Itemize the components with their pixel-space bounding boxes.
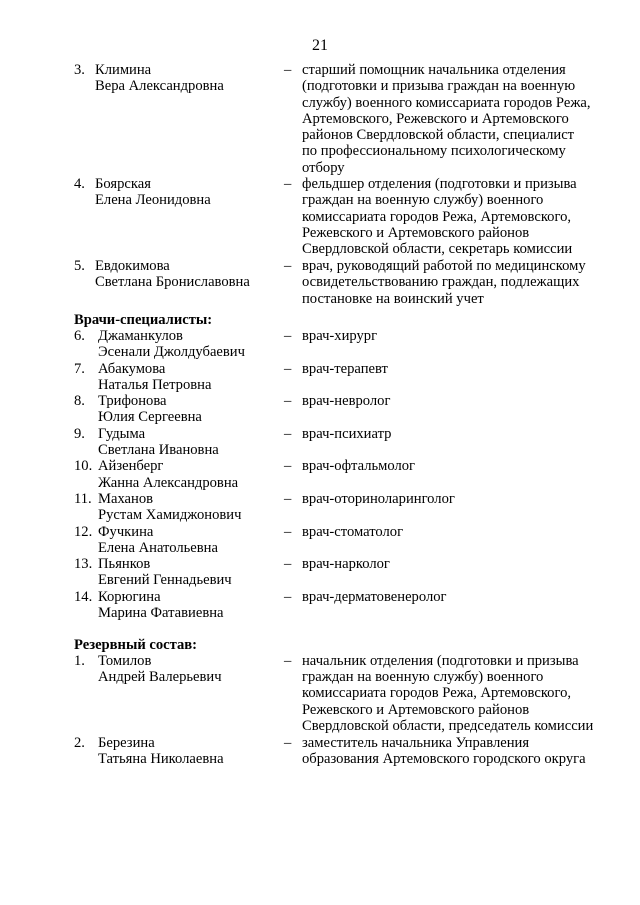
dash-separator: – (284, 360, 292, 377)
member-given-name: Елена Анатольевна (98, 539, 218, 556)
specialists-list (74, 328, 614, 637)
list-item: 14. Корюгина Марина Фатавиевна – врач-дерматовенеролог (74, 589, 614, 637)
dash-separator: – (284, 556, 292, 573)
member-given-name: Евгений Геннадьевич (98, 572, 232, 589)
member-name: 4. Боярская Елена Леонидовна (74, 176, 211, 209)
list-item (74, 62, 614, 176)
member-given-name: Рустам Хамиджонович (98, 507, 242, 524)
list-item (74, 258, 614, 312)
list-item (74, 653, 614, 735)
member-role: старший помощник начальника отделения (подготовки и призыва граждан на военную службу) военного комиссариата городов Режа, Артемовского, Режевского и Артемовского районов Свердловской области, специалист по профессиональному психологическому отбору (302, 62, 591, 176)
member-name: 5. Евдокимова Светлана Брониславовна (74, 258, 250, 291)
member-role: заместитель начальника Управления образования Артемовского городского округа (302, 734, 586, 768)
member-given-name: Андрей Валерьевич (98, 669, 222, 686)
list-item (74, 176, 614, 258)
list-item: 8. Трифонова Юлия Сергеевна – врач-невролог (74, 393, 614, 426)
member-name: 1. Томилов Андрей Валерьевич (74, 652, 222, 686)
list-item: 13. Пьянков Евгений Геннадьевич – врач-нарколог (74, 556, 614, 589)
member-role: врач-терапевт (302, 360, 388, 377)
list-item: 10. Айзенберг Жанна Александровна – врач-офтальмолог (74, 458, 614, 491)
list-item: 11. Маханов Рустам Хамиджонович – врач-оториноларинголог (74, 491, 614, 524)
member-given-name: Жанна Александровна (98, 474, 239, 491)
member-given-name: Юлия Сергеевна (98, 409, 202, 426)
member-given-name: Эсенали Джолдубаевич (98, 344, 245, 361)
member-role: врач-оториноларинголог (302, 490, 455, 507)
member-surname: Маханов (98, 490, 154, 507)
member-given-name: Светлана Ивановна (98, 442, 219, 459)
member-surname: Гудыма (98, 425, 146, 442)
member-role: врач-офтальмолог (302, 458, 416, 475)
list-item: 9. Гудыма Светлана Ивановна – врач-психиатр (74, 426, 614, 459)
member-role: фельдшер отделения (подготовки и призыва граждан на военную службу) военного комиссариата городов Режа, Артемовского, Режевского и Артемовского районов Свердловской области, секретарь комиссии (302, 176, 577, 258)
member-given-name: Вера Александровна (95, 78, 224, 95)
dash-separator: – (284, 393, 292, 410)
member-role: врач-хирург (302, 328, 378, 344)
member-surname: Пьянков (98, 556, 151, 573)
dash-separator: – (284, 734, 292, 751)
member-role: начальник отделения (подготовки и призыва граждан на военную службу) военного комиссариата городов Режа, Артемовского, Режевского и Артемовского районов Свердловской области, председатель комиссии (302, 652, 594, 734)
member-surname: Джаманкулов (98, 328, 183, 344)
member-surname: Фучкина (98, 523, 154, 540)
member-role: врач-дерматовенеролог (302, 588, 447, 605)
member-surname: Айзенберг (98, 458, 164, 475)
section-heading-reserve: Резервный состав: (74, 636, 198, 653)
dash-separator: – (284, 258, 292, 274)
member-surname: Климина (95, 62, 152, 78)
dash-separator: – (284, 425, 292, 442)
list-item: 12. Фучкина Елена Анатольевна – врач-стоматолог (74, 524, 614, 557)
member-given-name: Наталья Петровна (98, 376, 212, 393)
dash-separator: – (284, 176, 292, 192)
commission-list (74, 62, 614, 767)
member-role: врач-невролог (302, 393, 391, 410)
dash-separator: – (284, 588, 292, 605)
member-name: 3. Климина Вера Александровна (74, 62, 224, 95)
member-surname: Боярская (95, 176, 151, 192)
member-role: врач-психиатр (302, 425, 392, 442)
dash-separator: – (284, 458, 292, 475)
member-role: врач-нарколог (302, 556, 390, 573)
member-given-name: Елена Леонидовна (95, 192, 211, 209)
dash-separator: – (284, 62, 292, 78)
member-surname: Томилов (98, 652, 152, 669)
list-item: 7. Абакумова Наталья Петровна – врач-терапевт (74, 361, 614, 394)
page-number: 21 (312, 37, 328, 54)
list-item: 6. Джаманкулов Эсенали Джолдубаевич – врач-хирург (74, 328, 614, 361)
section-heading-specialists: Врачи-специалисты: (74, 312, 213, 328)
dash-separator: – (284, 523, 292, 540)
reserve-list (74, 653, 614, 768)
member-given-name: Марина Фатавиевна (98, 605, 224, 622)
member-given-name: Светлана Брониславовна (95, 274, 250, 291)
member-role: врач, руководящий работой по медицинскому освидетельствованию граждан, подлежащих постановке на воинский учет (302, 258, 586, 307)
dash-separator: – (284, 652, 292, 669)
member-surname: Абакумова (98, 360, 166, 377)
dash-separator: – (284, 490, 292, 507)
member-name: 2. Березина Татьяна Николаевна (74, 734, 224, 768)
list-item (74, 735, 614, 768)
dash-separator: – (284, 328, 292, 344)
member-given-name: Татьяна Николаевна (98, 751, 224, 768)
member-surname: Евдокимова (95, 258, 170, 274)
member-surname: Корюгина (98, 588, 161, 605)
member-surname: Березина (98, 734, 155, 751)
member-role: врач-стоматолог (302, 523, 404, 540)
member-surname: Трифонова (98, 393, 167, 410)
